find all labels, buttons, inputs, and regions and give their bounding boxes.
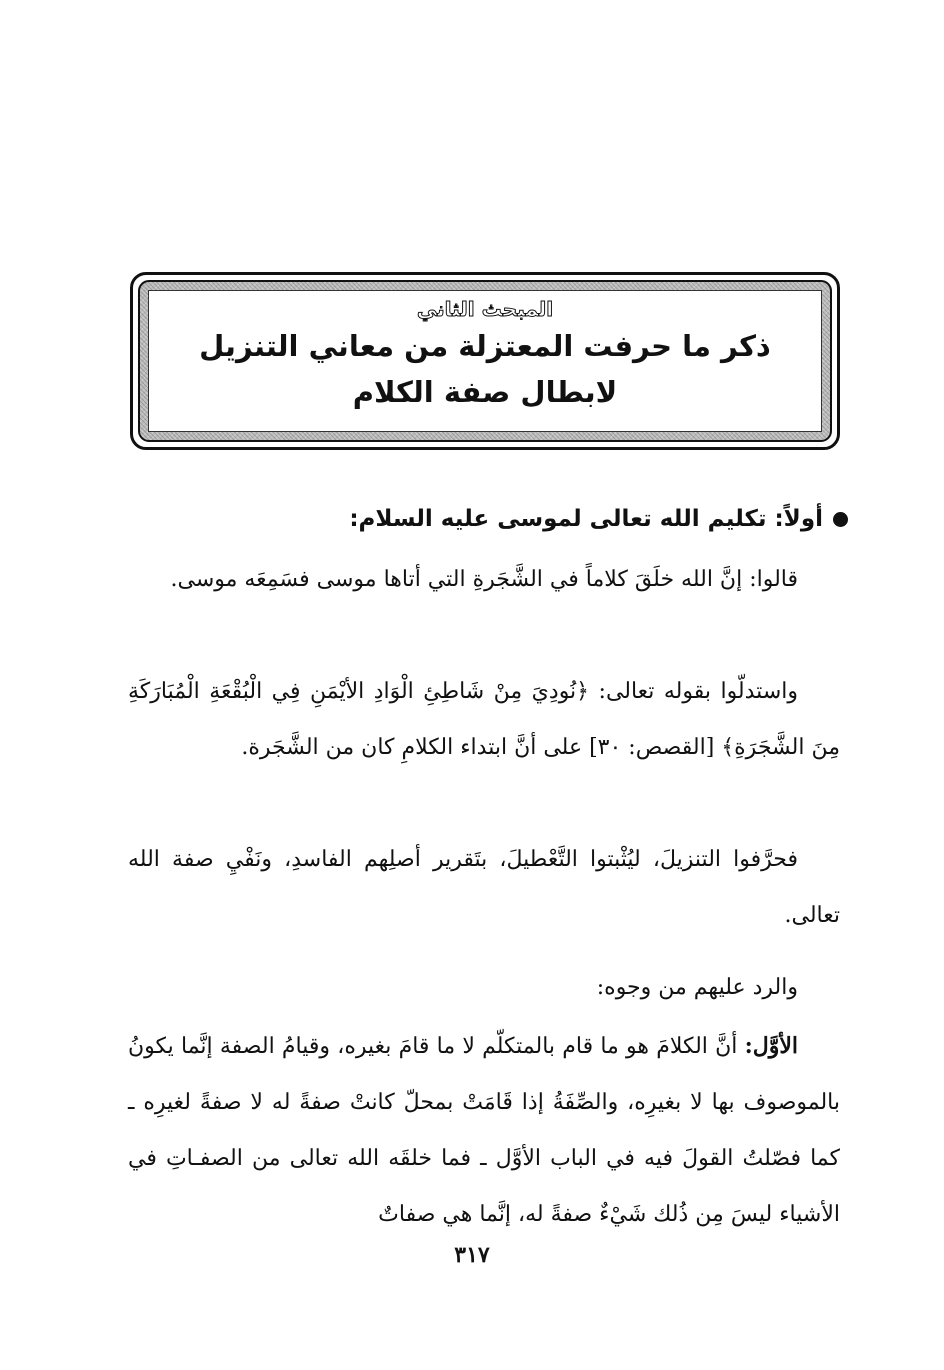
subheading bbox=[349, 494, 848, 544]
title-box bbox=[148, 290, 822, 432]
paragraph-4 bbox=[128, 960, 840, 1016]
paragraph-2-text: واستدلّوا بقوله تعالى: ﴿نُودِيَ مِنْ شَاطِئِ الْوَادِ الأيْمَنِ فِي الْبُقْعَةِ الْمُبَارَكَةِ مِنَ الشَّجَرَةِ﴾ [القصص: ٣٠] على أنَّ ابتداء الكلامِ كان من الشَّجَرة. bbox=[128, 679, 840, 760]
paragraph-5-body: أنَّ الكلامَ هو ما قام بالمتكلّم لا ما قامَ بغيره، وقيامُ الصفة إنَّما يكونُ بالموصوف بها لا بغيرِه، والصِّفَةُ إذا قَامَتْ بمحلّ كانتْ صفةً له لا صفةً لغيرِه ـ كما فصّلتُ القولَ فيه في الباب الأوَّل ـ فما خلقَه الله تعالى من الصفـاتِ في الأشياء ليسَ مِن ذُلك شَيْءٌ صفةً له، إنَّما هي صفاتٌ bbox=[128, 1034, 840, 1227]
paragraph-4-text: والرد عليهم من وجوه: bbox=[596, 975, 798, 1000]
paragraph-1 bbox=[128, 552, 840, 608]
paragraph-1-text: قالوا: إنَّ الله خلَقَ كلاماً في الشَّجَرةِ التي أتاها موسى فسَمِعَه موسى. bbox=[170, 567, 798, 592]
section-label: المبحث الثاني bbox=[416, 297, 554, 321]
paragraph-5-text bbox=[128, 1018, 840, 1243]
paragraph-5-lead: الأوَّل: bbox=[744, 1033, 798, 1059]
bullet-icon bbox=[833, 512, 848, 527]
chapter-title-frame bbox=[130, 272, 840, 450]
paragraph-2 bbox=[128, 664, 840, 776]
chapter-title-line-2: لابطال صفة الكلام bbox=[352, 375, 618, 409]
title-frame-pattern bbox=[138, 280, 832, 442]
paragraph-5 bbox=[128, 1018, 840, 1243]
page-number: ٣١٧ bbox=[454, 1242, 490, 1268]
subheading-text: أولاً: تكليم الله تعالى لموسى عليه السلام: bbox=[349, 506, 823, 532]
chapter-title-line-1: ذكر ما حرفت المعتزلة من معاني التنزيل bbox=[199, 329, 771, 363]
paragraph-3 bbox=[128, 832, 840, 944]
paragraph-3-text: فحرَّفوا التنزيلَ، ليُثْبتوا التَّعْطيلَ، بتَقرير أصلِهم الفاسدِ، ونَفْيِ صفة الله تعالى. bbox=[128, 847, 840, 928]
